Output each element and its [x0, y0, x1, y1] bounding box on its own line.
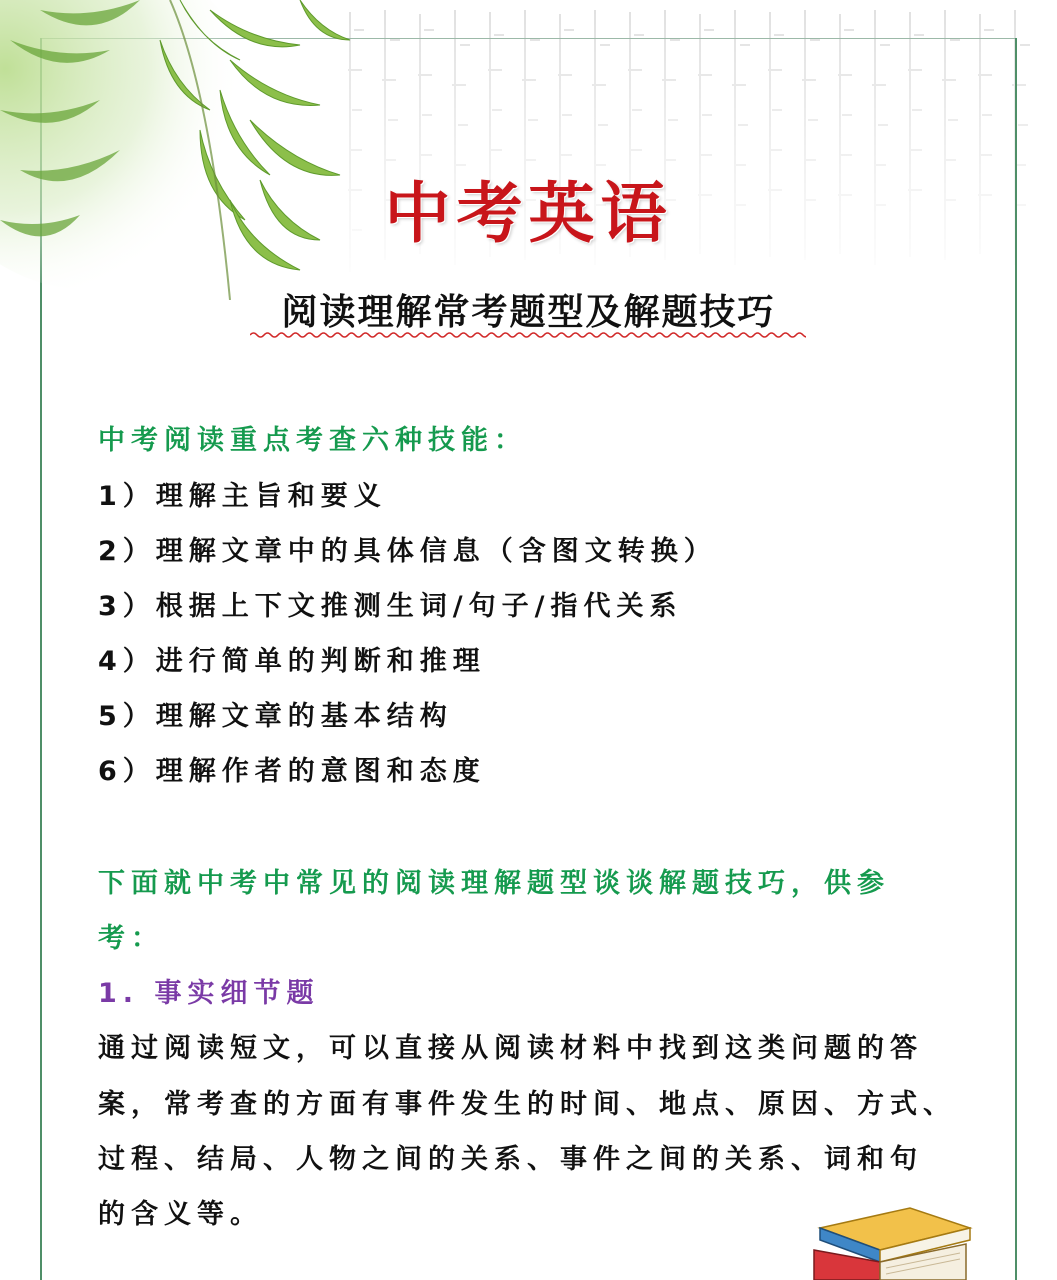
bamboo-leaves-illustration: [0, 0, 360, 300]
skill-item: 6）理解作者的意图和态度: [98, 756, 486, 787]
skills-heading: 中考阅读重点考查六种技能：: [98, 425, 527, 456]
section-body-line: 的含义等。: [98, 1199, 263, 1230]
page-title: 中考英语: [384, 174, 673, 252]
stack-of-books-illustration: [800, 1198, 980, 1280]
section-heading-fact-detail: 1. 事实细节题: [98, 978, 320, 1009]
intro-line: 考：: [98, 923, 164, 954]
section-body-line: 过程、结局、人物之间的关系、事件之间的关系、词和句: [98, 1144, 923, 1175]
skill-item: 5）理解文章的基本结构: [98, 701, 453, 732]
skill-item: 4）进行简单的判断和推理: [98, 646, 486, 677]
page-subtitle: 阅读理解常考题型及解题技巧: [281, 291, 776, 333]
skill-item: 2）理解文章中的具体信息（含图文转换）: [98, 536, 717, 567]
subtitle-wavy-underline: [250, 330, 806, 340]
section-body-line: 通过阅读短文，可以直接从阅读材料中找到这类问题的答: [98, 1033, 923, 1064]
subtitle-container: [0, 284, 1057, 335]
section-body-line: 案，常考查的方面有事件发生的时间、地点、原因、方式、: [98, 1089, 956, 1120]
skill-item: 3）根据上下文推测生词/句子/指代关系: [98, 591, 683, 622]
skill-item: 1）理解主旨和要义: [98, 481, 387, 512]
intro-line: 下面就中考中常见的阅读理解题型谈谈解题技巧，供参: [98, 868, 890, 899]
